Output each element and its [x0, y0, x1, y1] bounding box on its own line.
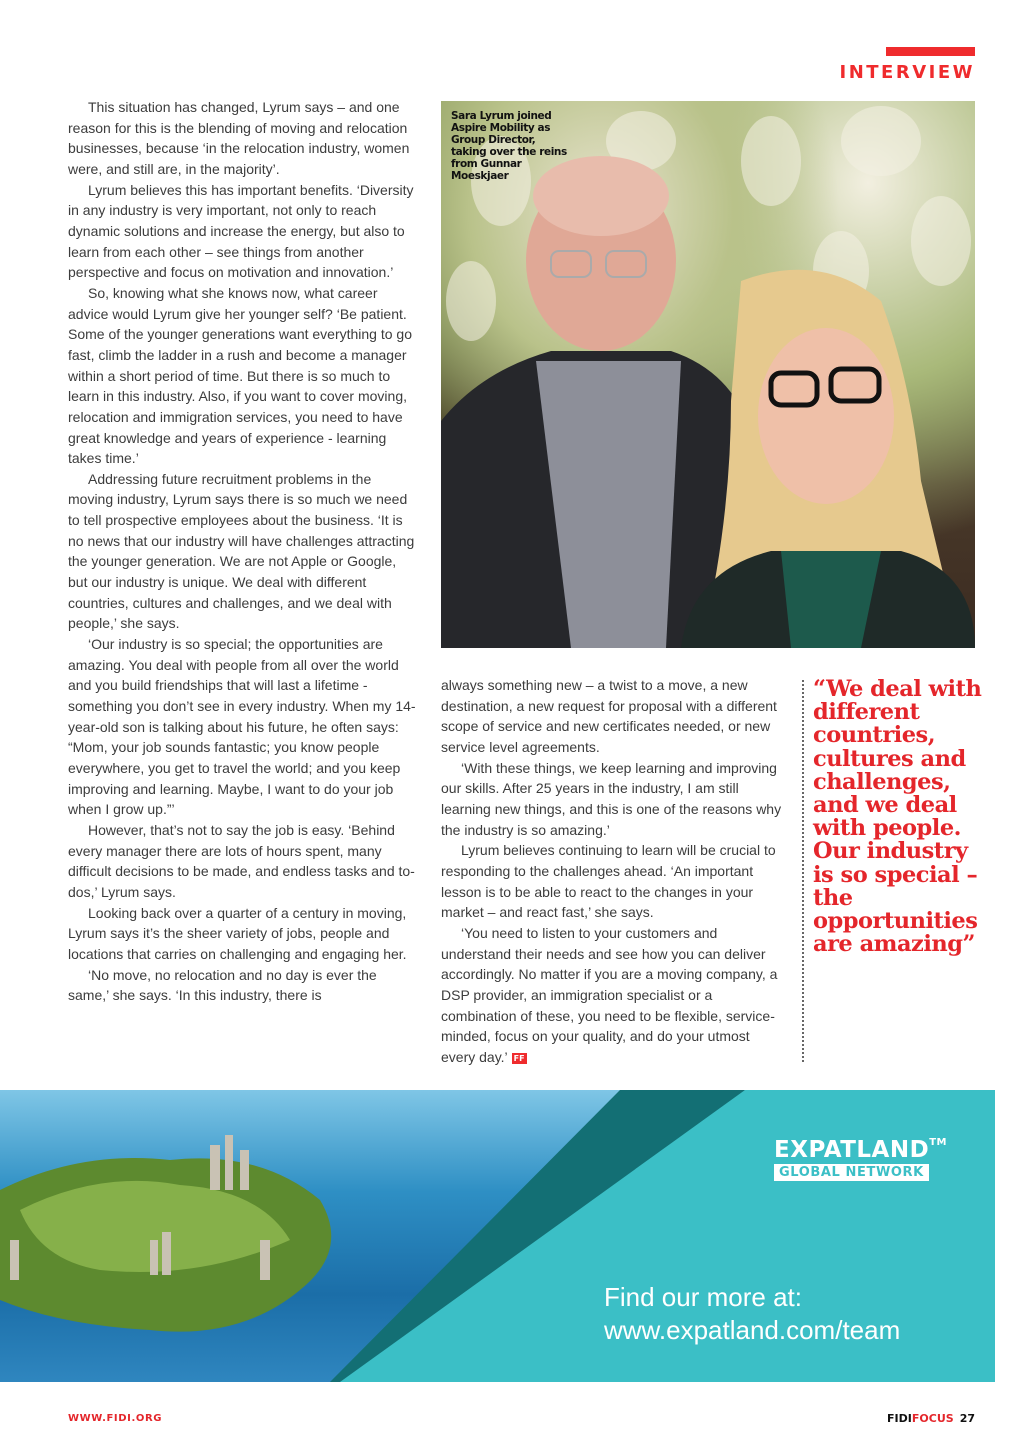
paragraph-text: Lyrum believes continuing to learn will be crucial to responding to the challenges ahead. ‘An important lesson is to be able to react to the changes in your market – and react fast,’ she says. [441, 842, 776, 921]
paragraph-text: ‘You need to listen to your customers and understand their needs and see how you can deliver accordingly. No matter if you are a moving company, a DSP provider, an immigration specialist or a combination of these, you need to be flexible, service-minded, focus on your quality, and do your utmost every day.’ [441, 924, 778, 1065]
section-title: INTERVIEW [839, 62, 975, 83]
paragraph [68, 97, 418, 180]
paragraph-text: ‘No move, no relocation and no day is ever the same,’ she says. ‘In this industry, there is [68, 966, 377, 1004]
article-column-2 [441, 675, 785, 1067]
paragraph-text: Addressing future recruitment problems in the moving industry, Lyrum says there is so much we need to tell prospective employees about the business. ‘It is no news that our industry will have challenges attracting the younger generation. We are not Apple or Google, but our industry is unique. We deal with different countries, cultures and challenges, and we deal with people,’ she says. [68, 470, 415, 632]
paragraph-text: However, that’s not to say the job is easy. ‘Behind every manager there are lots of hours spent, many difficult decisions to be made, and endless tasks and to-dos,’ Lyrum says. [68, 821, 415, 900]
expatland-advertisement[interactable] [0, 1090, 995, 1382]
paragraph [68, 180, 418, 283]
paragraph [68, 283, 418, 469]
footer-website[interactable]: WWW.FIDI.ORG [68, 1413, 163, 1424]
paragraph [68, 469, 418, 634]
paragraph [68, 903, 418, 965]
paragraph [441, 923, 785, 1068]
photo-caption: Sara Lyrum joined Aspire Mobility as Group Director, taking over the reins from Gunnar Moeskjaer [451, 110, 567, 182]
page-number: 27 [959, 1412, 975, 1425]
paragraph-text: always something new – a twist to a move, a new destination, a new request for proposal with a different scope of service and new certificates needed, or new service level agreements. [441, 677, 777, 755]
end-of-article-icon: FF [513, 1053, 525, 1063]
portrait-illustration [441, 101, 975, 648]
paragraph-text: ‘With these things, we keep learning and improving our skills. After 25 years in the industry, I am still learning new things, and this is one of the reasons why the industry is so amazing.’ [441, 759, 782, 838]
paragraph [68, 820, 418, 903]
mag-name-part2: FOCUS [911, 1412, 954, 1425]
paragraph-text: Lyrum believes this has important benefits. ‘Diversity in any industry is very important, not only to reach dynamic solutions and increase the energy, but also to learn from each other – see things from another perspective and focus on motivation and innovation.’ [68, 181, 414, 281]
paragraph [68, 965, 418, 1006]
paragraph [68, 634, 418, 820]
ad-url-link[interactable]: www.expatland.com/team [604, 1315, 901, 1345]
paragraph-text: Looking back over a quarter of a century in moving, Lyrum says it’s the sheer variety of jobs, people and locations that carries on challenging and engaging her. [68, 904, 407, 962]
paragraph-text: ‘Our industry is so special; the opportunities are amazing. You deal with people from all over the world and you build friendships that will last a lifetime - something you don’t see in every industry. When my 14-year-old son is talking about his future, he often says: “Mom, your job sounds fantastic; you know people everywhere, you get to travel the world; and you keep improving and learning. Maybe, I want to do your job when I grow up.”’ [68, 636, 416, 818]
section-color-bar [886, 47, 975, 56]
pull-quote: “We deal with different countries, cultures and challenges, and we deal with people. Our industry is so special – the opportunities are amazing” [813, 676, 982, 958]
article-photo [441, 101, 975, 648]
brand-name: EXPATLAND [774, 1137, 930, 1163]
trademark: TM [929, 1137, 947, 1148]
paragraph-text: This situation has changed, Lyrum says – and one reason for this is the blending of moving and relocation businesses, because ‘in the relocation industry, women were, and still are, in the majority’. [68, 99, 410, 177]
footer-magazine [887, 1412, 975, 1425]
paragraph [441, 675, 785, 758]
paragraph-text: So, knowing what she knows now, what career advice would Lyrum give her younger self? ‘Be patient. Some of the younger generations want everything to go fast, climb the ladder in a rush and become a manager within a short period of time. But there is so much to learn in this industry. Also, if you want to cover moving, relocation and immigration services, you need to have great knowledge and years of experience - learning takes time.’ [68, 284, 412, 467]
brand-tagline: GLOBAL NETWORK [774, 1164, 929, 1181]
mag-name-part1: FIDI [887, 1412, 912, 1425]
expatland-logo [774, 1137, 947, 1181]
ad-call-to-action [604, 1281, 900, 1347]
paragraph [441, 840, 785, 923]
ad-line-1: Find our more at: [604, 1282, 802, 1312]
pull-quote-divider [802, 680, 804, 1062]
paragraph [441, 758, 785, 841]
article-column-1 [68, 97, 418, 1006]
